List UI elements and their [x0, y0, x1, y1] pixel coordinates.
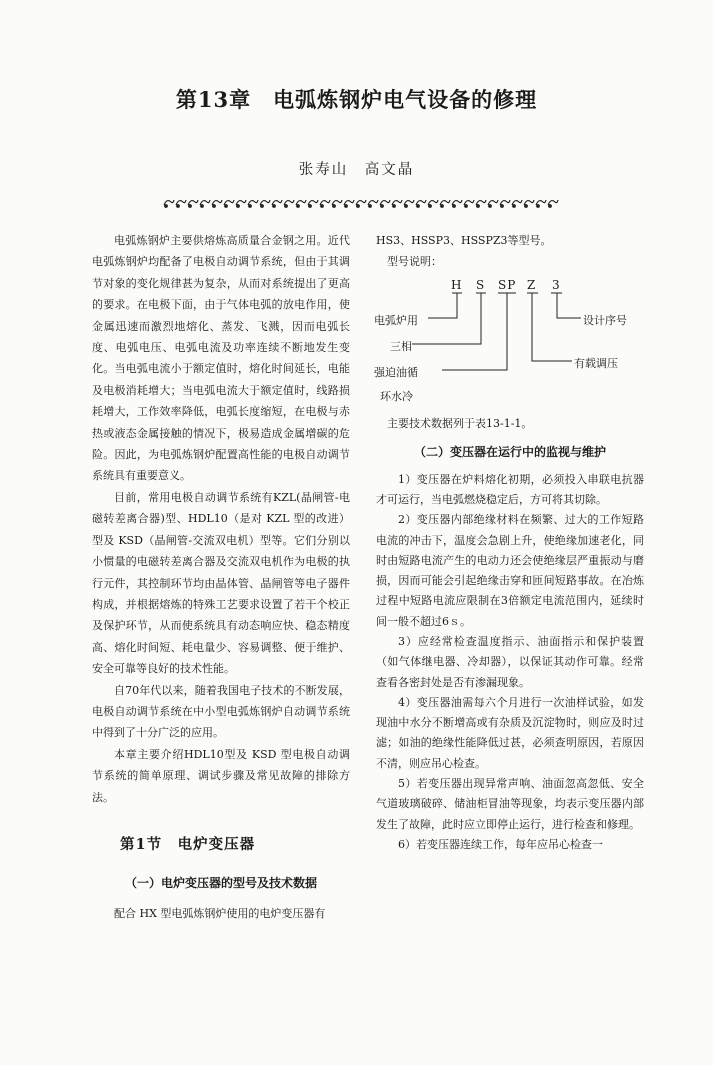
code-h: H [451, 277, 463, 292]
label-on-load: 有载调压 [574, 356, 618, 370]
ornament-dot [261, 205, 264, 208]
ornament-dot [525, 205, 528, 208]
ornament-dot [369, 205, 372, 208]
left-last-line: 配合 HX 型电弧炼钢炉使用的电炉变压器有 [114, 906, 326, 920]
label-three-phase: 三相 [390, 339, 412, 353]
ornament-dot [357, 205, 360, 208]
ornament-dot [537, 205, 540, 208]
ornament-dot [165, 205, 168, 208]
ornament-dot [297, 205, 300, 208]
ornament-dot [273, 205, 276, 208]
intro-paragraph-1: 电弧炼钢炉主要供熔炼高质量合金钢之用。近代电弧炼钢炉均配备了电极自动调节系统，但由于其调节对象的变化规律甚为复杂，从而对系统提出了更高的要求。在电极下面，由于气体电弧的放电作用，使金属迅速而激烈地熔化、蒸发、飞溅，因而电弧长度、电弧电压、电弧电流及功率连续不断地发生变化。当电弧电流小于额定值时，熔化时间延长，电能及电极消耗增大；当电弧电流大于额定值时，线路损耗增大，工作效率降低，电弧长度缩短，在电极与赤热或液态金属接触的情况下，极易造成金属增碳的危险。因此，为电弧炼钢炉配置高性能的电极自动调节系统具有重要意义。 [92, 234, 350, 483]
ornament-dot [333, 205, 336, 208]
ornament-dot [477, 205, 480, 208]
code-s: S [476, 277, 486, 292]
intro-paragraph-2: 目前，常用电极自动调节系统有KZL(晶闸管-电磁转差离合器)型、HDL10（是对 KZL 型的改进）型及 KSD（晶闸管-交流双电机）型等。它们分别以小惯量的电磁转差离合器及交流双电机作为电极的执行元件，其控制环节均由晶体管、晶闸管等电子器件构成，并根据熔炼的特殊工艺要求设置了若干个校正及保护环节，从而使系统具有动态响应快、稳态精度高、熔化时间短、耗电量少、容易调整、便于维护、安全可靠等良好的技术性能。 [92, 490, 350, 676]
ornament-dot [309, 205, 312, 208]
model-explain-label: 型号说明： [387, 255, 442, 269]
ornament-dot [381, 205, 384, 208]
ornament-dot [249, 205, 252, 208]
code-3: 3 [552, 277, 561, 292]
ornament-dot [465, 205, 468, 208]
ornament-dot [405, 205, 408, 208]
code-sp: SP [498, 277, 517, 292]
right-column [376, 230, 644, 855]
ornament-dot [321, 205, 324, 208]
ornament-divider [160, 196, 560, 210]
ornament-dot [237, 205, 240, 208]
item-1: 1）变压器在炉料熔化初期，必须投入串联电抗器才可运行，当电弧燃烧稳定后，方可将其切除。 [376, 472, 644, 506]
model-line: HS3、HSSP3、HSSPZ3等型号。 [376, 234, 552, 247]
subsection-title-2: （二）变压器在运行中的监视与维护 [413, 445, 606, 460]
label-forced-oil: 强迫油循 [374, 365, 418, 379]
chapter-title: 第13章 电弧炼钢炉电气设备的修理 [175, 87, 538, 112]
ornament-dot [513, 205, 516, 208]
item-6: 6）若变压器连续工作，每年应吊心检查一 [398, 837, 603, 851]
ornament-dot [501, 205, 504, 208]
item-5: 5）若变压器出现异常声响、油面忽高忽低、安全气道玻璃破碎、储油柜冒油等现象，均表示变压器内部发生了故障，此时应立即停止运行，进行检查和修理。 [376, 777, 644, 831]
section-title: 第1节 电炉变压器 [120, 835, 256, 853]
authors: 张寿山 高文晶 [298, 162, 415, 178]
ornament-dot [393, 205, 396, 208]
ornament-dot [201, 205, 204, 208]
ornament-dot [213, 205, 216, 208]
intro-paragraph-4: 本章主要介绍HDL10型及 KSD 型电极自动调节系统的简单原理、调试步骤及常见故障的排除方法。 [92, 747, 350, 804]
ornament-dot [489, 205, 492, 208]
intro-paragraph-3: 自70年代以来，随着我国电子技术的不断发展，电极自动调节系统在中小型电弧炼钢炉自动调节系统中得到了十分广泛的应用。 [92, 683, 350, 740]
item-4: 4）变压器油需每六个月进行一次油样试验，如发现油中水分不断增高或有杂质及沉淀物时，则应及时过滤；如油的绝缘性能降低过甚，必须查明原因，若原因不清，则应吊心检查。 [376, 695, 644, 770]
table-reference: 主要技术数据列于表13-1-1。 [387, 416, 533, 430]
model-code-diagram [376, 273, 644, 413]
item-2: 2）变压器内部绝缘材料在频繁、过大的工作短路电流的冲击下，温度会急剧上升，使绝缘加速老化，同时由短路电流产生的电动力还会使绝缘层严重振动与磨损，因而可能会引起绝缘击穿和匝间短路事故。在冶炼过程中短路电流应限制在3倍额定电流范围内，延续时间一般不超过6ｓ。 [376, 513, 644, 628]
code-z: Z [527, 277, 537, 292]
ornament-dot [345, 205, 348, 208]
left-column [92, 230, 350, 924]
label-design-seq: 设计序号 [583, 313, 627, 327]
ornament-dot [225, 205, 228, 208]
label-electric-furnace: 电弧炉用 [374, 313, 418, 327]
item-3: 3）应经常检查温度指示、油面指示和保护装置（如气体继电器、冷却器），以保证其动作可靠。经常查看各密封处是否有渗漏现象。 [376, 635, 644, 689]
subsection-title-1: （一）电炉变压器的型号及技术数据 [124, 876, 317, 891]
ornament-dot [177, 205, 180, 208]
ornament-dot [285, 205, 288, 208]
ornament-dot [441, 205, 444, 208]
ornament-dot [453, 205, 456, 208]
ornament-dot [549, 205, 552, 208]
label-water-cooling: 环水冷 [380, 389, 413, 403]
ornament-dot [417, 205, 420, 208]
ornament-dot [429, 205, 432, 208]
ornament-dot [189, 205, 192, 208]
